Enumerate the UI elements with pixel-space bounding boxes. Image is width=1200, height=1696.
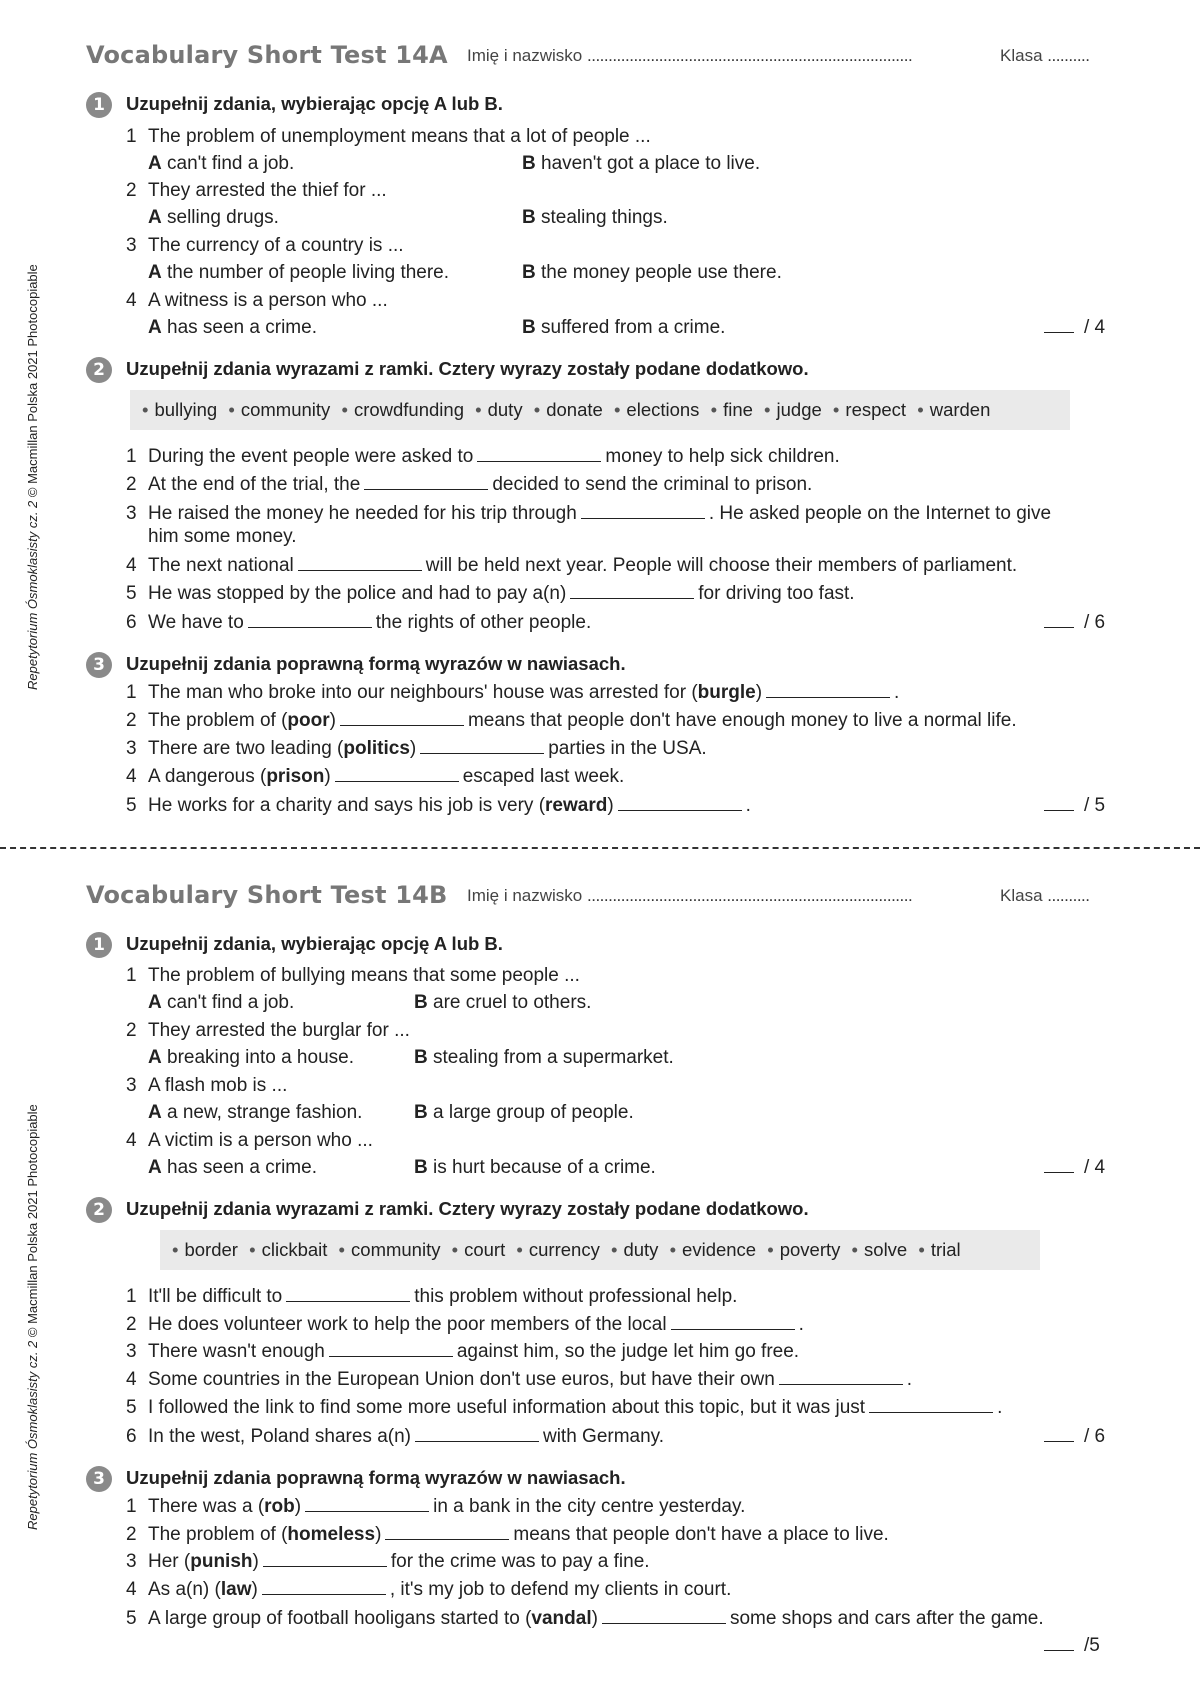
option-a[interactable]: A can't find a job. [148, 153, 295, 174]
exercise-number-badge: 1 [86, 932, 112, 958]
name-field[interactable]: Imię i nazwisko ............................................................................. [467, 46, 913, 65]
answer-blank[interactable] [248, 613, 372, 628]
word-box-item: fine [723, 399, 753, 420]
answer-blank[interactable] [766, 683, 890, 698]
option-b[interactable]: B are cruel to others. [414, 992, 592, 1013]
option-a[interactable]: A a new, strange fashion. [148, 1102, 363, 1123]
word-box-item: bullying [154, 399, 218, 420]
exercise-instruction: Uzupełnij zdania wyrazami z ramki. Cztery wyrazy zostały podane dodatkowo. [126, 358, 809, 379]
option-a[interactable]: A has seen a crime. [148, 317, 317, 338]
answer-blank[interactable] [415, 1427, 539, 1442]
test-header [86, 41, 1116, 81]
word-box-item: court [464, 1239, 506, 1260]
option-b[interactable]: B a large group of people. [414, 1102, 634, 1123]
option-a[interactable]: A the number of people living there. [148, 262, 450, 283]
answer-blank[interactable] [329, 1342, 453, 1357]
word-box-item: poverty [779, 1239, 841, 1260]
answer-blank[interactable] [602, 1609, 726, 1624]
option-b[interactable]: B stealing things. [522, 207, 668, 228]
answer-blank[interactable] [263, 1552, 387, 1567]
option-b[interactable]: B haven't got a place to live. [522, 153, 761, 174]
class-field[interactable]: Klasa .......... [1000, 886, 1090, 905]
word-box-item: crowdfunding [353, 399, 464, 420]
score-field[interactable]: /5 [1044, 1635, 1100, 1657]
test-title: Vocabulary Short Test 14A [86, 41, 448, 69]
side-copyright-note: Repetytorium Ósmoklasisty cz. 2 © Macmillan Polska 2021 Photocopiable [25, 264, 40, 690]
word-box-item: community [351, 1239, 441, 1260]
exercise-number-badge: 3 [86, 652, 112, 678]
word-box: • border • clickbait • community • court • currency • duty • evidence • poverty • solve • trial [160, 1230, 1040, 1270]
exercise-number-badge: 2 [86, 1197, 112, 1223]
name-field[interactable]: Imię i nazwisko ............................................................................. [467, 886, 913, 905]
score-field[interactable]: / 6 [1044, 1426, 1105, 1448]
answer-blank[interactable] [477, 447, 601, 462]
exercise-instruction: Uzupełnij zdania, wybierając opcję A lub B. [126, 933, 503, 954]
score-field[interactable]: / 4 [1044, 1157, 1105, 1179]
test-header [86, 881, 1116, 921]
answer-blank[interactable] [305, 1497, 429, 1512]
class-field[interactable]: Klasa .......... [1000, 46, 1090, 65]
answer-blank[interactable] [262, 1580, 386, 1595]
exercise-instruction: Uzupełnij zdania wyrazami z ramki. Cztery wyrazy zostały podane dodatkowo. [126, 1198, 809, 1219]
score-field[interactable]: / 4 [1044, 317, 1105, 339]
option-b[interactable]: B suffered from a crime. [522, 317, 726, 338]
word-box-item: trial [930, 1239, 961, 1260]
answer-blank[interactable] [340, 711, 464, 726]
answer-blank[interactable] [618, 796, 742, 811]
word-box-item: clickbait [261, 1239, 328, 1260]
word-box-item: community [240, 399, 331, 420]
answer-blank[interactable] [779, 1370, 903, 1385]
option-b[interactable]: B the money people use there. [522, 262, 782, 283]
exercise-instruction: Uzupełnij zdania, wybierając opcję A lub B. [126, 93, 503, 114]
word-box-item: duty [487, 399, 523, 420]
answer-blank[interactable] [570, 584, 694, 599]
word-box-item: donate [546, 399, 603, 420]
option-b[interactable]: B stealing from a supermarket. [414, 1047, 674, 1068]
word-box-item: solve [864, 1239, 908, 1260]
option-a[interactable]: A can't find a job. [148, 992, 295, 1013]
option-a[interactable]: A selling drugs. [148, 207, 279, 228]
answer-blank[interactable] [298, 556, 422, 571]
side-copyright-note: Repetytorium Ósmoklasisty cz. 2 © Macmillan Polska 2021 Photocopiable [25, 1104, 40, 1530]
cut-line [0, 847, 1200, 849]
option-b[interactable]: B is hurt because of a crime. [414, 1157, 656, 1178]
answer-blank[interactable] [869, 1398, 993, 1413]
answer-blank[interactable] [420, 739, 544, 754]
exercise-instruction: Uzupełnij zdania poprawną formą wyrazów w nawiasach. [126, 1467, 626, 1488]
exercise-instruction: Uzupełnij zdania poprawną formą wyrazów w nawiasach. [126, 653, 626, 674]
word-box-item: evidence [682, 1239, 757, 1260]
option-a[interactable]: A breaking into a house. [148, 1047, 354, 1068]
option-a[interactable]: A has seen a crime. [148, 1157, 317, 1178]
test-title: Vocabulary Short Test 14B [86, 881, 448, 909]
word-box-item: currency [528, 1239, 600, 1260]
word-box-item: respect [845, 399, 907, 420]
word-box-item: border [184, 1239, 238, 1260]
answer-blank[interactable] [286, 1287, 410, 1302]
score-field[interactable]: / 6 [1044, 612, 1105, 634]
word-box-item: elections [626, 399, 700, 420]
answer-blank[interactable] [385, 1525, 509, 1540]
word-box-item: judge [776, 399, 822, 420]
score-field[interactable]: / 5 [1044, 795, 1105, 817]
exercise-number-badge: 3 [86, 1466, 112, 1492]
answer-blank[interactable] [364, 475, 488, 490]
word-box-item: warden [929, 399, 991, 420]
answer-blank[interactable] [581, 504, 705, 519]
exercise-number-badge: 1 [86, 92, 112, 118]
word-box-item: duty [623, 1239, 659, 1260]
exercise-number-badge: 2 [86, 357, 112, 383]
answer-blank[interactable] [671, 1315, 795, 1330]
word-box: • bullying • community • crowdfunding • duty • donate • elections • fine • judge • respect • warden [130, 390, 1070, 430]
answer-blank[interactable] [335, 767, 459, 782]
